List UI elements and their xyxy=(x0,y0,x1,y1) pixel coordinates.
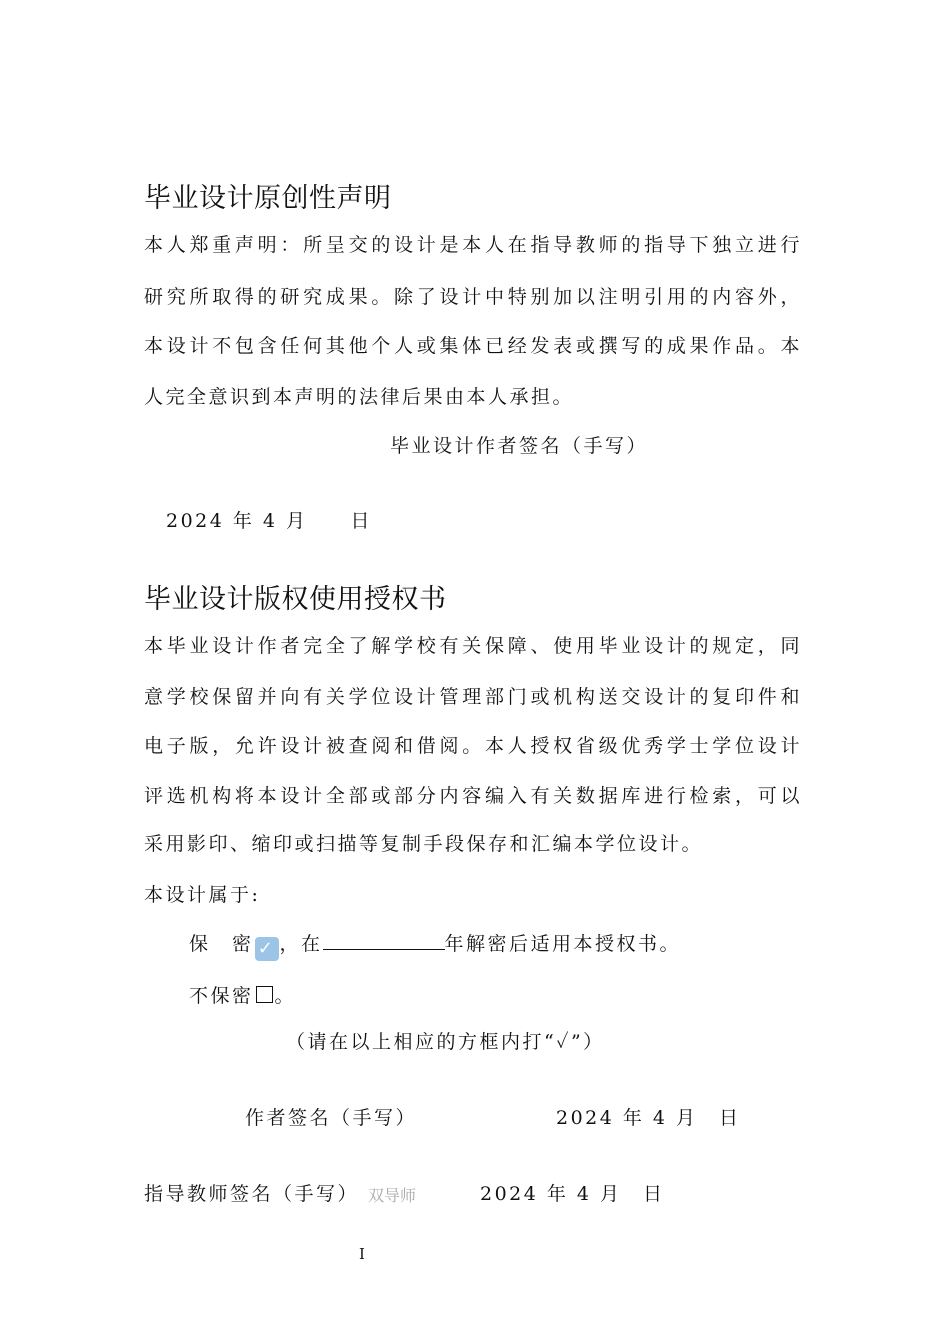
belongs-label: 本设计属于: xyxy=(144,884,261,906)
secret-option xyxy=(189,929,681,961)
declaration-title: 毕业设计原创性声明 xyxy=(144,183,392,214)
secret-label: 保 密 xyxy=(189,933,254,955)
year-blank-field[interactable] xyxy=(323,931,445,950)
declaration-line-1: 本人郑重声明：所呈交的设计是本人在指导教师的指导下独立进行 xyxy=(144,234,802,256)
authorization-line-1: 本毕业设计作者完全了解学校有关保障、使用毕业设计的规定，同 xyxy=(144,635,802,657)
author-date: 2024 年 4 月 日 xyxy=(556,1107,741,1129)
authorization-title: 毕业设计版权使用授权书 xyxy=(144,584,447,615)
not-secret-option xyxy=(189,981,296,1008)
supervisor-note: 双导师 xyxy=(368,1186,417,1205)
supervisor-date: 2024 年 4 月 日 xyxy=(480,1183,665,1205)
declaration-line-4: 人完全意识到本声明的法律后果由本人承担。 xyxy=(144,386,575,408)
check-instruction: （请在以上相应的方框内打“✓”） xyxy=(286,1031,605,1053)
declaration-signature-label: 毕业设计作者签名（手写） xyxy=(390,435,649,457)
declaration-line-2: 研究所取得的研究成果。除了设计中特别加以注明引用的内容外， xyxy=(144,286,802,308)
checked-box-icon[interactable]: ✓ xyxy=(255,937,279,961)
not-secret-label: 不保密 xyxy=(189,985,254,1007)
secret-suffix: 年解密后适用本授权书。 xyxy=(444,933,682,955)
authorization-line-5: 采用影印、缩印或扫描等复制手段保存和汇编本学位设计。 xyxy=(144,833,704,855)
supervisor-signature-label: 指导教师签名（手写） xyxy=(144,1183,360,1205)
declaration-date: 2024 年 4 月 日 xyxy=(166,510,373,532)
empty-checkbox-icon[interactable] xyxy=(256,986,273,1003)
declaration-line-3: 本设计不包含任何其他个人或集体已经发表或撰写的成果作品。本 xyxy=(144,335,802,357)
author-signature-label: 作者签名（手写） xyxy=(245,1107,418,1129)
not-secret-suffix: 。 xyxy=(274,985,297,1007)
authorization-line-4: 评选机构将本设计全部或部分内容编入有关数据库进行检索，可以 xyxy=(144,785,802,807)
secret-mid-text: ，在 xyxy=(279,933,323,955)
authorization-line-2: 意学校保留并向有关学位设计管理部门或机构送交设计的复印件和 xyxy=(144,686,802,708)
page-number: I xyxy=(359,1245,365,1263)
authorization-line-3: 电子版，允许设计被查阅和借阅。本人授权省级优秀学士学位设计 xyxy=(144,735,802,757)
